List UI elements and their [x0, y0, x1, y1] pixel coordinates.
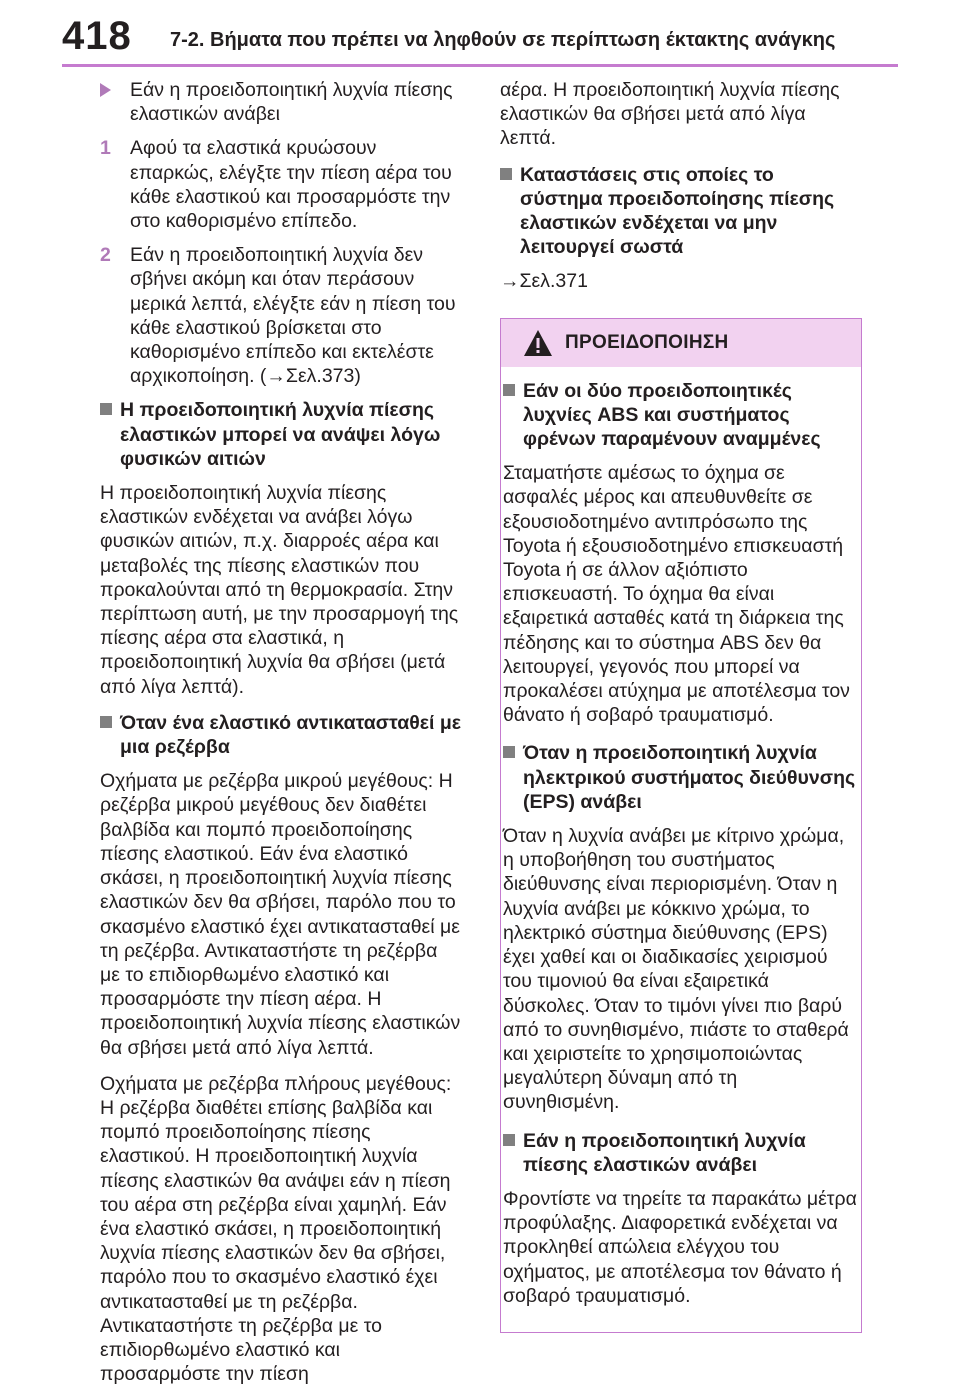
warning-text: Σταματήστε αμέσως το όχημα σε ασφαλές μέρος και απευθυνθείτε σε εξουσιοδοτημένο αντιπρόσωπο της Toyota ή εξουσιοδοτημένο επισκευαστή Toyota ή σε άλλον αξιόπιστο επισκευαστή. Το όχημα θα είναι εξαιρετικά ασταθές κατά τη διάρκεια της πέδησης και το σύστημα ABS δεν θα λειτουργεί, γεγονός που μπορεί να προκαλέσει ατύχημα με αποτέλεσμα τον θάνατο ή σοβαρό τραυματισμό.	[503, 462, 850, 727]
square-bullet-icon	[100, 716, 112, 728]
step-text: Εάν η προειδοποιητική λυχνία δεν σβήνει ακόμη και όταν περάσουν μερικά λεπτά, ελέγξτε εάν η πίεση του κάθε ελαστικού βρίσκεται στο καθορισμένο επίπεδο και εκτελέστε αρχικοποίηση. (→Σελ.373)	[130, 244, 456, 388]
warning-subheading	[503, 379, 857, 452]
section-heading	[500, 163, 860, 260]
warning-text: Φροντίστε να τηρείτε τα παρακάτω μέτρα προφύλαξης. Διαφορετικά ενδέχεται να προκληθεί απώλεια ελέγχου του οχήματος, με αποτέλεσμα τον θάνατο ή σοβαρό τραυματισμό.	[503, 1187, 857, 1307]
square-bullet-icon	[503, 1134, 515, 1146]
section-body: Οχήματα με ρεζέρβα μικρού μεγέθους: Η ρεζέρβα μικρού μεγέθους δεν διαθέτει βαλβίδα και πομπό προειδοποίησης πίεσης ελαστικού. Εάν ένα ελαστικό σκάσει, η προειδοποιητική λυχνία πίεσης ελαστικών δεν θα σβήσει, παρόλο που το σκασμένο ελαστικό έχει αντικατασταθεί με τη ρεζέρβα. Αντικαταστήστε τη ρεζέρβα με το επιδιορθωμένο ελαστικό και προσαρμόστε την πίεση αέρα. Η προειδοποιητική λυχνία πίεσης ελαστικών θα σβήσει μετά από λίγα λεπτά.	[100, 770, 461, 1059]
warning-subheading-text: Εάν η προειδοποιητική λυχνία πίεσης ελαστικών ανάβει	[523, 1129, 806, 1176]
page-header	[0, 0, 960, 72]
warning-subheading	[503, 1129, 857, 1177]
intro-text: Εάν η προειδοποιητική λυχνία πίεσης ελαστικών ανάβει	[130, 79, 453, 126]
warning-body	[501, 367, 861, 1332]
warning-header	[501, 319, 861, 367]
warning-title: ΠΡΟΕΙΔΟΠΟΙΗΣΗ	[565, 331, 729, 353]
warning-triangle-icon	[523, 329, 553, 357]
step-item	[100, 243, 462, 388]
square-bullet-icon	[503, 746, 515, 758]
step-number: 1	[100, 137, 111, 160]
section-heading-text: Η προειδοποιητική λυχνία πίεσης ελαστικών μπορεί να ανάψει λόγω φυσικών αιτιών	[120, 399, 441, 470]
page-reference: →Σελ.371	[500, 270, 588, 293]
page-number: 418	[62, 14, 132, 58]
section-heading-text: Όταν ένα ελαστικό αντικατασταθεί με μια ρεζέρβα	[120, 711, 462, 759]
header-divider	[62, 64, 898, 67]
step-item	[100, 136, 462, 233]
triangle-bullet-icon	[100, 83, 111, 97]
section-heading-text: Καταστάσεις στις οποίες το σύστημα προειδοποίησης πίεσης ελαστικών ενδέχεται να μην λειτουργεί σωστά	[520, 163, 835, 259]
warning-subheading-text: Εάν οι δύο προειδοποιητικές λυχνίες ABS και συστήματος φρένων παραμένουν αναμμένες	[523, 379, 821, 451]
section-body: Η προειδοποιητική λυχνία πίεσης ελαστικών ενδέχεται να ανάβει λόγω φυσικών αιτιών, π.χ. διαρροές αέρα και μεταβολές της πίεσης ελαστικών που προκαλούνται από τη θερμοκρασία. Στην περίπτωση αυτή, με την προσαρμογή της πίεσης αέρα στα ελαστικά, η προειδοποιητική λυχνία θα σβήσει (μετά από λίγα λεπτά).	[100, 482, 459, 698]
warning-subheading-text: Όταν η προειδοποιητική λυχνία ηλεκτρικού συστήματος διεύθυνσης (EPS) ανάβει	[523, 742, 856, 813]
warning-subheading	[503, 741, 857, 814]
section-heading	[100, 711, 462, 759]
right-column	[500, 78, 860, 1333]
square-bullet-icon	[503, 384, 515, 396]
step-text: Αφού τα ελαστικά κρυώσουν επαρκώς, ελέγξτε την πίεση αέρα του κάθε ελαστικού και προσαρμόστε την στο καθορισμένο επίπεδο.	[130, 137, 452, 233]
square-bullet-icon	[500, 168, 512, 180]
intro-item	[100, 78, 462, 126]
left-column	[100, 78, 462, 1398]
square-bullet-icon	[100, 403, 112, 415]
continued-text: αέρα. Η προειδοποιητική λυχνία πίεσης ελαστικών θα σβήσει μετά από λίγα λεπτά.	[500, 79, 840, 150]
section-heading	[100, 398, 462, 471]
chapter-title: 7-2. Βήματα που πρέπει να ληφθούν σε περίπτωση έκτακτης ανάγκης	[170, 29, 836, 51]
section-body: Οχήματα με ρεζέρβα πλήρους μεγέθους: Η ρεζέρβα διαθέτει επίσης βαλβίδα και πομπό προειδοποίησης πίεσης ελαστικού. Η προειδοποιητική λυχνία πίεσης ελαστικών θα ανάψει εάν η πίεση του αέρα στη ρεζέρβα είναι χαμηλή. Εάν ένα ελαστικό σκάσει, η προειδοποιητική λυχνία πίεσης ελαστικών δεν θα σβήσει, παρόλο που το σκασμένο ελαστικό έχει αντικατασταθεί με τη ρεζέρβα. Αντικαταστήστε τη ρεζέρβα με το επιδιορθωμένο ελαστικό και προσαρμόστε την πίεση	[100, 1072, 452, 1386]
step-number: 2	[100, 244, 111, 267]
warning-text: Όταν η λυχνία ανάβει με κίτρινο χρώμα, η υποβοήθηση του συστήματος διεύθυνσης είναι περιορισμένη. Όταν η λυχνία ανάβει με κόκκινο χρώμα, το ηλεκτρικό σύστημα διεύθυνσης (EPS) έχει χαθεί και οι διαδικασίες χειρισμού του τιμονιού θα είναι εξαιρετικά δύσκολες. Όταν το τιμόνι γίνει πιο βαρύ από το συνηθισμένο, πιάστε το σταθερά και χειριστείτε το χρησιμοποιώντας μεγαλύτερη δύναμη από τη συνηθισμένη.	[503, 825, 849, 1114]
warning-box	[500, 318, 862, 1333]
